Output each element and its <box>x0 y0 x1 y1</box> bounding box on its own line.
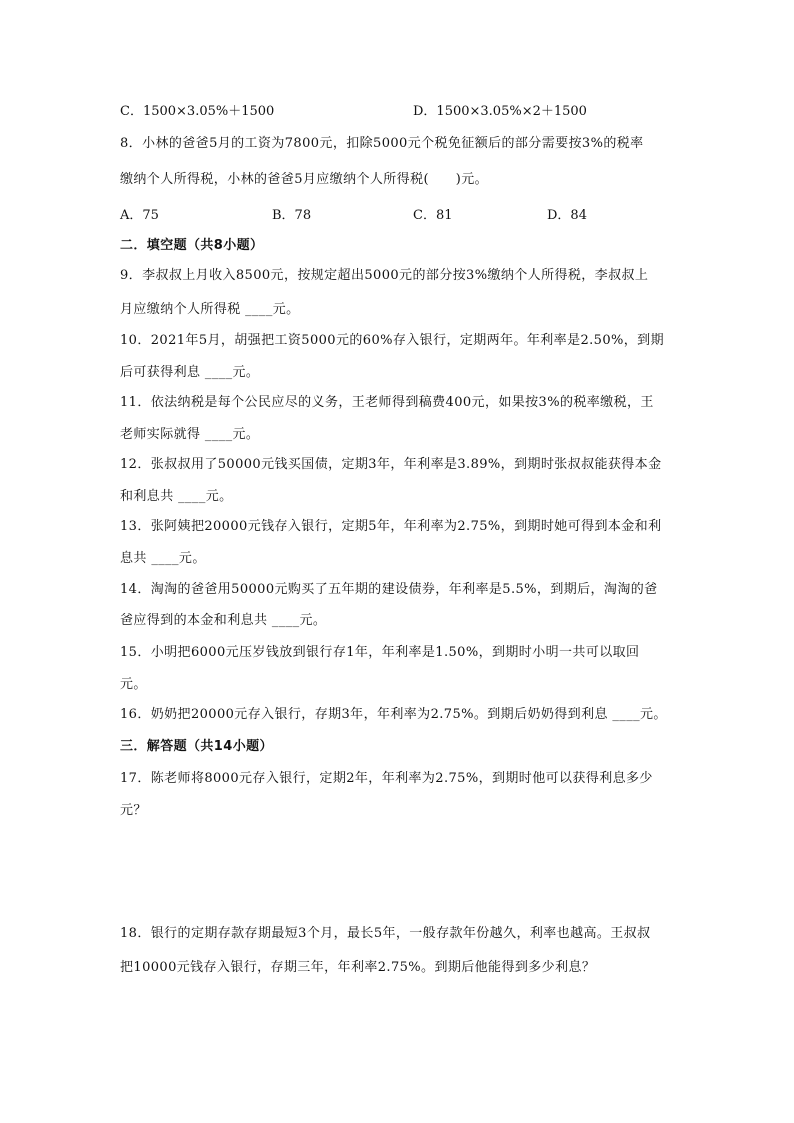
q12-line-2: 和利息共 ____元。 <box>120 489 233 504</box>
q10-line-2: 后可获得利息 ____元。 <box>120 365 260 380</box>
section-answer-title: 三．解答题（共14小题） <box>120 739 273 754</box>
q10-line-1: 10．2021年5月，胡强把工资5000元的60%存入银行，定期两年。年利率是2.50%，到期 <box>120 333 664 348</box>
q16-line-1: 16．奶奶把20000元存入银行，存期3年，年利率为2.75%。到期后奶奶得到利息 ____元。 <box>120 707 667 722</box>
q13-line-1: 13．张阿姨把20000元钱存入银行，定期5年，年利率为2.75%，到期时她可得到本金和利 <box>120 519 662 534</box>
q9-line-2: 月应缴纳个人所得税 ____元。 <box>120 302 300 317</box>
q9-line-1: 9．李叔叔上月收入8500元，按规定超出5000元的部分按3%缴纳个人所得税，李叔叔上 <box>120 268 649 283</box>
q11-line-2: 老师实际就得 ____元。 <box>120 427 260 442</box>
q15-line-1: 15．小明把6000元压岁钱放到银行存1年，年利率是1.50%，到期时小明一共可以取回 <box>120 645 640 660</box>
q11-line-1: 11．依法纳税是每个公民应尽的义务，王老师得到稿费400元，如果按3%的税率缴税，王 <box>120 395 654 410</box>
q14-line-2: 爸应得到的本金和利息共 ____元。 <box>120 613 327 628</box>
q8-option-d: D．84 <box>547 208 587 223</box>
q15-line-2: 元。 <box>120 677 147 692</box>
q17-line-2: 元？ <box>120 803 147 818</box>
q8-option-b: B．78 <box>272 208 312 223</box>
q8-option-c: C．81 <box>413 208 453 223</box>
q7-option-d: D．1500×3.05%×2＋1500 <box>413 104 587 119</box>
q13-line-2: 息共 ____元。 <box>120 551 206 566</box>
q17-line-1: 17．陈老师将8000元存入银行，定期2年，年利率为2.75%，到期时他可以获得利息多少 <box>120 771 653 786</box>
section-fill-in-title: 二．填空题（共8小题） <box>120 238 264 253</box>
q7-option-c: C．1500×3.05%＋1500 <box>120 104 275 119</box>
q8-line-2: 缴纳个人所得税，小林的爸爸5月应缴纳个人所得税( )元。 <box>120 172 489 187</box>
q8-line-1: 8．小林的爸爸5月的工资为7800元，扣除5000元个税免征额后的部分需要按3%的税率 <box>120 136 644 151</box>
q12-line-1: 12．张叔叔用了50000元钱买国债，定期3年，年利率是3.89%，到期时张叔叔能获得本金 <box>120 457 662 472</box>
q18-line-1: 18．银行的定期存款存期最短3个月，最长5年，一般存款年份越久，利率也越高。王叔叔 <box>120 926 651 941</box>
q14-line-1: 14．淘淘的爸爸用50000元购买了五年期的建设债券，年利率是5.5%，到期后，淘淘的爸 <box>120 582 658 597</box>
q18-line-2: 把10000元钱存入银行，存期三年，年利率2.75%。到期后他能得到多少利息？ <box>120 960 596 975</box>
q8-option-a: A．75 <box>120 208 159 223</box>
